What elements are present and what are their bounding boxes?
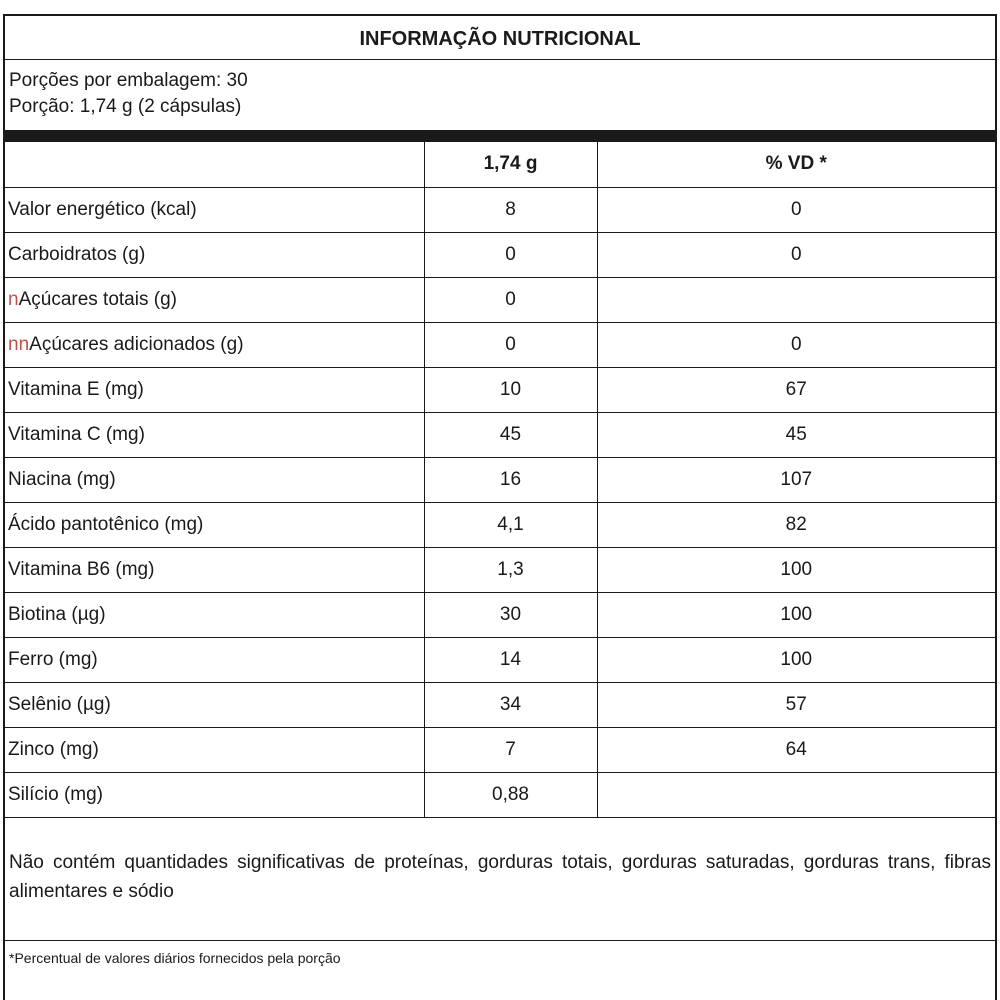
nutrient-label-cell <box>5 637 424 682</box>
indent-marker: n <box>8 288 19 310</box>
nutrient-label: Vitamina B6 (mg) <box>8 558 155 580</box>
nutrient-label-cell <box>5 412 424 457</box>
nutrient-label-cell <box>5 367 424 412</box>
nutrient-amount-cell: 0 <box>424 277 597 322</box>
nutrient-amount-cell: 4,1 <box>424 502 597 547</box>
table-row <box>5 277 995 322</box>
portion-info <box>9 68 248 120</box>
nutrient-label: Ferro (mg) <box>8 648 98 670</box>
nutrient-vd-cell <box>597 277 995 322</box>
table-row <box>5 637 995 682</box>
panel-title: INFORMAÇÃO NUTRICIONAL <box>5 16 995 60</box>
indent-marker: nn <box>8 333 30 355</box>
portion-size: Porção: 1,74 g (2 cápsulas) <box>9 96 242 117</box>
header-vd-cell: % VD * <box>597 142 995 187</box>
nutrient-label: Zinco (mg) <box>8 738 99 760</box>
nutrient-label: Ácido pantotênico (mg) <box>8 513 204 535</box>
table-header-row <box>5 142 995 187</box>
nutrient-amount-cell: 8 <box>424 187 597 232</box>
nutrient-label-cell <box>5 592 424 637</box>
nutrient-vd-cell: 107 <box>597 457 995 502</box>
nutrient-vd-cell: 45 <box>597 412 995 457</box>
footer-divider <box>5 940 995 941</box>
nutrient-amount-cell: 0 <box>424 322 597 367</box>
nutrient-label: Valor energético (kcal) <box>8 198 197 220</box>
nutrient-amount-cell: 34 <box>424 682 597 727</box>
nutrient-label: Niacina (mg) <box>8 468 116 490</box>
nutrient-amount-cell: 30 <box>424 592 597 637</box>
nutrition-note: Não contém quantidades significativas de proteínas, gorduras totais, gorduras saturadas, gorduras trans, fibras alimentares e sódio <box>9 852 991 902</box>
nutrient-vd-cell <box>597 772 995 817</box>
nutrition-facts-panel <box>3 14 997 1000</box>
portions-per-package: Porções por embalagem: 30 <box>9 70 248 91</box>
nutrient-amount-cell: 16 <box>424 457 597 502</box>
nutrient-label-cell <box>5 187 424 232</box>
nutrient-label-cell <box>5 547 424 592</box>
nutrient-vd-cell: 57 <box>597 682 995 727</box>
table-row <box>5 502 995 547</box>
nutrient-label-cell <box>5 682 424 727</box>
table-row <box>5 547 995 592</box>
table-row <box>5 592 995 637</box>
nutrient-vd-cell: 100 <box>597 637 995 682</box>
nutrient-label: Silício (mg) <box>8 783 104 805</box>
nutrient-vd-cell: 64 <box>597 727 995 772</box>
footnote: *Percentual de valores diários fornecidos pela porção <box>9 950 341 966</box>
nutrient-amount-cell: 0,88 <box>424 772 597 817</box>
nutrient-amount-cell: 10 <box>424 367 597 412</box>
table-row <box>5 727 995 772</box>
nutrient-label: Carboidratos (g) <box>8 243 146 265</box>
header-amount-cell: 1,74 g <box>424 142 597 187</box>
nutrient-label: Selênio (µg) <box>8 693 111 715</box>
nutrient-label-cell <box>5 277 424 322</box>
nutrient-vd-cell: 100 <box>597 547 995 592</box>
table-row <box>5 457 995 502</box>
nutrient-vd-cell: 67 <box>597 367 995 412</box>
nutrient-label-cell <box>5 772 424 817</box>
header-label-cell <box>5 142 424 187</box>
table-row <box>5 232 995 277</box>
nutrient-label-cell <box>5 457 424 502</box>
nutrient-label-cell <box>5 727 424 772</box>
nutrient-amount-cell: 0 <box>424 232 597 277</box>
nutrient-label-cell <box>5 502 424 547</box>
table-row <box>5 187 995 232</box>
table-row <box>5 772 995 817</box>
nutrient-amount-cell: 7 <box>424 727 597 772</box>
nutrient-amount-cell: 14 <box>424 637 597 682</box>
nutrient-vd-cell: 100 <box>597 592 995 637</box>
nutrient-label: Vitamina C (mg) <box>8 423 145 445</box>
nutrient-label: Açúcares totais (g) <box>18 288 177 310</box>
nutrient-label-cell <box>5 322 424 367</box>
table-row <box>5 412 995 457</box>
nutrient-label: Açúcares adicionados (g) <box>29 333 244 355</box>
nutrient-vd-cell: 0 <box>597 187 995 232</box>
nutrient-label-cell <box>5 232 424 277</box>
nutrient-vd-cell: 82 <box>597 502 995 547</box>
table-row <box>5 367 995 412</box>
thick-divider <box>5 130 995 142</box>
nutrient-label: Biotina (µg) <box>8 603 106 625</box>
nutrient-vd-cell: 0 <box>597 232 995 277</box>
table-row <box>5 322 995 367</box>
nutrient-label: Vitamina E (mg) <box>8 378 144 400</box>
nutrient-amount-cell: 45 <box>424 412 597 457</box>
nutrition-table <box>5 142 995 818</box>
nutrient-vd-cell: 0 <box>597 322 995 367</box>
nutrient-amount-cell: 1,3 <box>424 547 597 592</box>
table-row <box>5 682 995 727</box>
